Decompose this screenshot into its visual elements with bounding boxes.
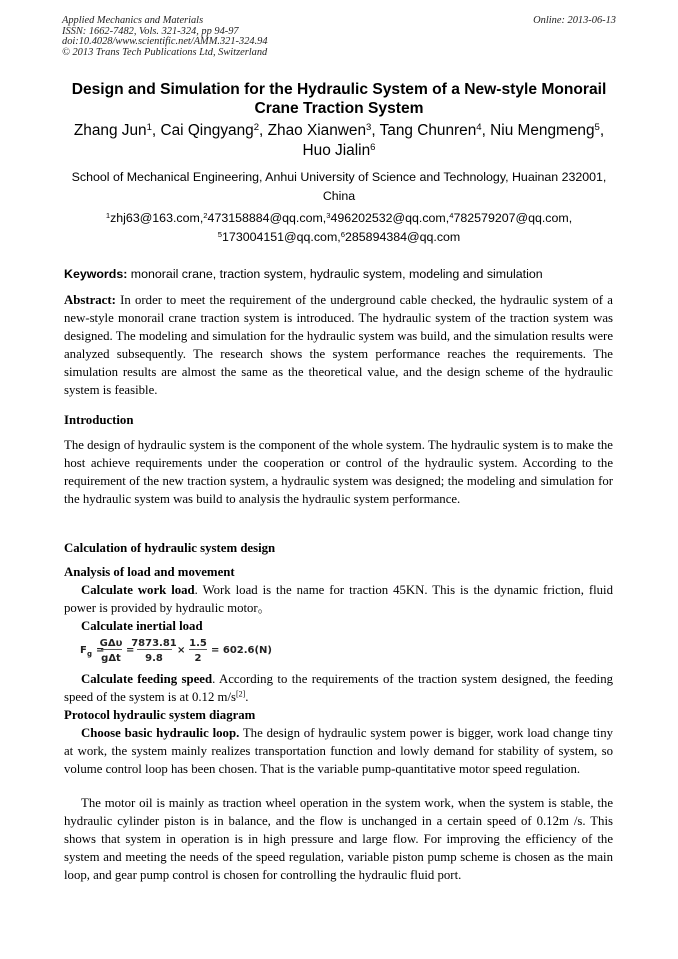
email-mark: 3: [326, 210, 331, 220]
email-address[interactable]: 473158884@qq.com,: [207, 211, 327, 225]
hydraulic-loop-label: Choose basic hydraulic loop.: [81, 726, 240, 740]
eq-num3: 1.5: [189, 638, 207, 649]
eq-equals: =: [96, 645, 105, 656]
eq-times: ×: [177, 645, 186, 656]
eq-result: = 602.6(N): [211, 645, 273, 656]
title-line-1: Design and Simulation for the Hydraulic System of a New-style Monorail: [71, 81, 607, 98]
doi: doi:10.4028/www.scientific.net/AMM.321-324.94: [62, 36, 268, 48]
work-load-paragraph: [64, 581, 613, 617]
author-affil-mark: 3: [366, 121, 372, 133]
journal-header: [62, 16, 616, 58]
feeding-speed-label: Calculate feeding speed: [81, 672, 213, 686]
email-address[interactable]: 496202532@qq.com,: [330, 211, 450, 225]
feeding-speed-text: . According to the requirements of the traction system designed, the feeding speed of the system is at 0.12 m/s: [64, 672, 613, 705]
author-name: Zhao Xianwen: [267, 122, 367, 139]
email-address[interactable]: 782579207@qq.com,: [453, 211, 573, 225]
inertial-load-heading: Calculate inertial load: [81, 619, 203, 633]
keywords-label: Keywords:: [64, 267, 128, 281]
email-address[interactable]: zhj63@163.com,: [110, 211, 204, 225]
issn: ISSN: 1662-7482, Vols. 321-324, pp 94-97: [62, 25, 239, 37]
keywords-text: monorail crane, traction system, hydraulic system, modeling and simulation: [127, 267, 543, 281]
section-heading-calculation: Calculation of hydraulic system design: [64, 541, 276, 555]
author-name: Tang Chunren: [379, 122, 477, 139]
email-mark: 5: [217, 229, 223, 239]
abstract-text: In order to meet the requirement of the underground cable checked, the hydraulic system of a new-style monorail crane traction system is introduced. The hydraulic system of the traction system was designed. The modeling and simulation for the hydraulic system was build, and the simulation results were analyzed subsequently. The research shows the system performance reaches the requirements. The simulation results are almost the same as the theoretical value, and the design scheme of the hydraulic system is feasible.: [64, 293, 613, 398]
author-affil-mark: 6: [370, 141, 376, 153]
paper-title: [40, 80, 638, 118]
inertial-load-equation: [80, 634, 320, 664]
author-name: Huo Jialin: [302, 142, 371, 159]
hydraulic-loop-text: The design of hydraulic system power is bigger, work load change tiny at work, the system mainly realizes transportation function and lowly demand for stability of system, so volume control loop has been chosen. That is the variable pump-quantitative motor speed regulation.: [64, 726, 613, 777]
work-load-label: Calculate work load: [81, 583, 195, 597]
eq-num1: GΔυ: [99, 638, 123, 649]
email-mark: 6: [340, 229, 345, 239]
feeding-speed-paragraph: [64, 670, 613, 706]
author-affil-mark: 1: [146, 121, 152, 133]
email-address[interactable]: 173004151@qq.com,: [222, 230, 341, 244]
hydraulic-loop-paragraph: [64, 724, 613, 778]
subsection-heading-load: Analysis of load and movement: [64, 565, 235, 579]
eq-den3: 2: [194, 653, 202, 664]
author-name: Zhang Jun: [73, 122, 147, 139]
authors-line-2: [40, 141, 638, 161]
eq-lhs: F: [80, 645, 87, 656]
authors-line-1: Zhang Jun$^1$, Cai Qingyang$^2$, Zhao Xianwen$^3$, Tang Chunren$^4$, Niu Mengmeng$^5$,: [73, 121, 605, 139]
motor-oil-paragraph: The motor oil is mainly as traction wheel operation in the system work, when the system is stable, the hydraulic cylinder piston is in balance, and the flow is unchanged in a certain speed of 0.12m /s. This shows that system in operation is in high pressure and large flow. For improving the efficiency of the system and meeting the needs of the speed regulation, variable piston pump scheme is chosen as the main loop, and gear pump control is chosen for controlling the hydraulic fluid port.: [64, 796, 613, 883]
introduction-text: The design of hydraulic system is the component of the whole system. The hydraulic system is to make the host achieve requirements under the cooperation or control of the hydraulic system. According to the requirement of the new traction system, a hydraulic system was designed; the modeling and simulation for the hydraulic system was build to analysis the hydraulic system performance.: [64, 438, 613, 507]
feeding-speed-end: .: [245, 690, 249, 705]
author-affil-mark: 4: [476, 121, 482, 133]
eq-num2: 7873.81: [131, 638, 177, 649]
abstract: [64, 291, 613, 400]
affiliation: [40, 168, 638, 206]
email-mark: 1: [105, 210, 111, 220]
affiliation-line-2: China: [322, 189, 356, 203]
journal-name: Applied Mechanics and Materials: [62, 15, 204, 26]
eq-lhs-sub: g: [87, 650, 93, 658]
section-heading-introduction: Introduction: [64, 413, 134, 427]
eq-den1: gΔt: [101, 653, 121, 664]
eq-den2: 9.8: [145, 653, 163, 664]
copyright: © 2013 Trans Tech Publications Ltd, Switzerland: [62, 46, 268, 58]
title-line-2: Crane Traction System: [254, 100, 424, 117]
emails-line-2: [40, 228, 638, 247]
email-address[interactable]: 285894384@qq.com: [345, 230, 461, 244]
keywords: [64, 266, 624, 283]
author-list: [40, 121, 638, 161]
author-name: Niu Mengmeng: [490, 122, 595, 139]
section-heading-protocol: Protocol hydraulic system diagram: [64, 708, 256, 722]
work-load-text: . Work load is the name for traction 45KN. This is the dynamic friction, fluid power is provided by hydraulic motor。: [64, 583, 613, 616]
email-mark: 4: [449, 210, 454, 220]
emails-line-1: [40, 209, 638, 228]
email-list: [40, 209, 638, 247]
eq-equals: =: [126, 645, 135, 656]
email-mark: 2: [203, 210, 208, 220]
affiliation-line-1: School of Mechanical Engineering, Anhui University of Science and Technology, Huainan 232001,: [71, 170, 607, 184]
author-affil-mark: 2: [253, 121, 260, 133]
author-affil-mark: 5: [594, 121, 600, 133]
online-date: Online: 2013-06-13: [533, 15, 616, 26]
citation-ref[interactable]: [2]: [236, 689, 246, 699]
abstract-label: Abstract:: [64, 293, 116, 307]
author-name: Cai Qingyang: [160, 122, 254, 139]
